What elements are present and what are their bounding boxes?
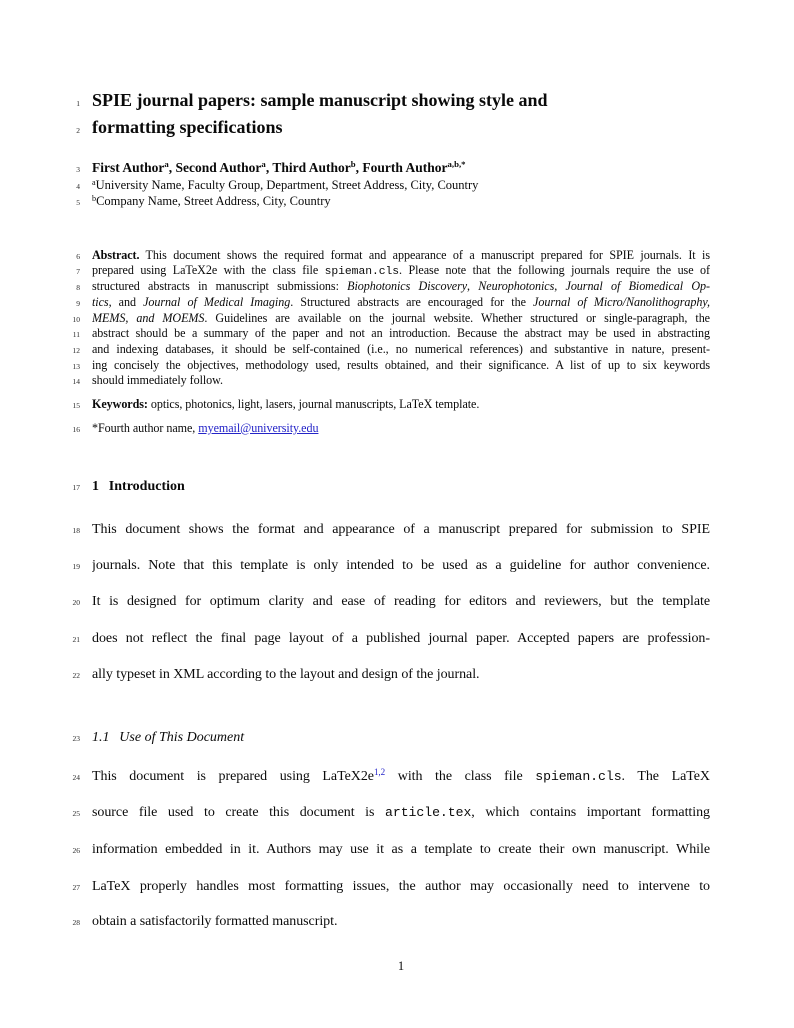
text-segment: information embedded in it. Authors may use it as a template to create their own manuscript. While [92, 842, 710, 857]
abstract-line [52, 342, 710, 357]
abstract-text [92, 326, 710, 341]
text-segment: tics [92, 294, 109, 309]
line-number: 2 [76, 125, 80, 135]
citation-link[interactable]: 1,2 [373, 768, 386, 778]
text-segment: a [261, 159, 266, 170]
paper-title [92, 117, 710, 138]
text-segment: , and [108, 294, 144, 309]
paragraph-text [92, 841, 710, 858]
text-segment: obtain a satisfactorily formatted manuscript. [92, 914, 338, 929]
text-segment: Journal of Medical Imaging [143, 294, 291, 309]
abstract-line [52, 326, 710, 341]
text-segment: Journal of Biomedical Op- [565, 279, 710, 294]
page-footer [52, 959, 710, 974]
paragraph-line [52, 913, 710, 930]
line-number: 6 [76, 251, 80, 261]
text-segment: optics, photonics, light, lasers, journal manuscripts, LaTeX template. [147, 396, 480, 411]
line-number: 16 [72, 424, 80, 434]
paper-title [92, 90, 710, 111]
text-segment: with the class file [385, 769, 536, 784]
paragraph-line [52, 841, 710, 858]
line-number: 9 [76, 298, 80, 308]
text-segment: . Guidelines are available on the journal website. Whether structured or single-paragraph, the [204, 310, 710, 325]
abstract-text [92, 295, 710, 310]
paragraph-text [92, 630, 710, 647]
paragraph-line [52, 768, 710, 785]
text-segment: article.tex [385, 805, 472, 820]
line-number: 25 [72, 809, 80, 818]
keywords-line [52, 397, 710, 412]
line-number: 14 [72, 377, 80, 387]
text-segment: b [350, 159, 356, 170]
text-segment: b [92, 193, 97, 203]
line-number: 13 [72, 361, 80, 371]
line-number: 27 [72, 883, 80, 892]
text-segment: Neurophotonics [478, 279, 555, 294]
line-number: 12 [72, 345, 80, 355]
text-segment: 1 Introduction [92, 479, 185, 494]
line-number: 28 [72, 918, 80, 927]
line-number: 10 [72, 314, 80, 324]
line-number: 21 [72, 634, 80, 644]
text-segment: 1.1 Use of This Document [92, 730, 245, 745]
abstract-text [92, 358, 710, 373]
line-number: 19 [72, 562, 80, 571]
text-segment: *Fourth author name, [92, 420, 199, 435]
text-segment: This document is prepared using LaTeX2e [92, 769, 374, 784]
paragraph-line [52, 593, 710, 610]
paragraph-text [92, 878, 710, 895]
keywords-text [92, 397, 710, 412]
text-segment: This document shows the required format and appearance of a manuscript prepared for SPIE journals. It is [139, 247, 710, 262]
text-segment: LaTeX properly handles most formatting issues, the author may occasionally need to intervene to [92, 879, 710, 894]
abstract-text [92, 342, 710, 357]
corresponding-author-line [52, 421, 710, 436]
text-segment: a,b,* [447, 159, 466, 170]
paragraph-text [92, 521, 710, 538]
text-segment: Keywords: [92, 396, 148, 411]
paragraph-text [92, 804, 710, 821]
text-segment: Company Name, Street Address, City, Country [96, 193, 331, 208]
text-segment: Biophotonics Discovery [347, 279, 468, 294]
text-segment: , Second Author [168, 159, 262, 175]
text-segment: This document shows the format and appearance of a manuscript prepared for submission to SPIE [92, 522, 710, 537]
title-line-2 [52, 117, 710, 138]
line-number: 4 [76, 181, 80, 191]
line-number: 5 [76, 197, 80, 207]
line-number: 17 [72, 483, 80, 492]
line-number: 7 [76, 267, 80, 277]
line-number: 22 [72, 671, 80, 680]
paragraph-line [52, 521, 710, 538]
text-segment: a [164, 159, 169, 170]
abstract-line [52, 248, 710, 263]
paragraph-text [92, 593, 710, 610]
section-heading-text [92, 478, 710, 495]
text-segment: spieman.cls [324, 266, 399, 279]
line-number: 20 [72, 598, 80, 607]
abstract-text [92, 279, 710, 294]
text-segment: Abstract. [92, 247, 140, 262]
line-number: 24 [72, 773, 80, 782]
abstract-text [92, 311, 710, 326]
line-number: 23 [72, 734, 80, 743]
text-segment: does not reflect the final page layout of a published journal paper. Accepted papers are profession- [92, 630, 710, 646]
text-segment: , Fourth Author [355, 159, 448, 175]
text-segment: journals. Note that this template is only intended to be used as a guideline for author convenience. [92, 558, 710, 573]
text-segment: , Third Author [265, 159, 351, 175]
text-segment: should immediately follow. [92, 373, 224, 388]
text-segment: , which contains important formatting [471, 805, 710, 820]
line-number: 15 [72, 400, 80, 410]
abstract-line [52, 295, 710, 310]
text-segment: ing concisely the objectives, methodology used, results obtained, and their significance. A list of up to six keywords [92, 357, 710, 372]
abstract-line [52, 279, 710, 294]
abstract-text [92, 248, 710, 263]
text-segment: ally typeset in XML according to the layout and design of the journal. [92, 667, 480, 682]
paragraph-text [92, 768, 710, 785]
page-number: 1 [397, 958, 405, 973]
text-segment: MEMS, and MOEMS [92, 310, 205, 325]
line-number: 11 [72, 330, 80, 340]
affiliation-b-line [52, 194, 710, 209]
text-segment: SPIE journal papers: sample manuscript showing style and [92, 89, 548, 110]
abstract-line [52, 373, 710, 388]
text-segment: source file used to create this document is [92, 805, 385, 820]
text-segment: spieman.cls [535, 769, 622, 784]
text-segment: . Structured abstracts are encouraged for the [290, 294, 534, 309]
text-segment: structured abstracts in manuscript submissions: [92, 279, 348, 294]
subsection-1-1-heading [52, 729, 710, 746]
line-number: 18 [72, 526, 80, 535]
text-segment: , [554, 279, 566, 294]
abstract-line [52, 358, 710, 373]
paragraph-text [92, 557, 710, 574]
text-segment: . Please note that the following journals require the use of [398, 263, 710, 278]
corresponding-author-text [92, 421, 710, 436]
authors-line [52, 160, 710, 176]
text-segment: . The LaTeX [621, 769, 710, 784]
text-segment: a [92, 177, 96, 187]
paragraph-line [52, 557, 710, 574]
text-segment: First Author [92, 159, 165, 175]
paragraph-text [92, 913, 710, 930]
paragraph-line [52, 630, 710, 647]
abstract-text [92, 263, 710, 278]
text-segment: It is designed for optimum clarity and ease of reading for editors and reviewers, but the template [92, 594, 710, 609]
subsection-heading-text [92, 729, 710, 746]
line-number: 26 [72, 846, 80, 855]
paragraph-line [52, 878, 710, 895]
abstract-line [52, 311, 710, 326]
affiliation-a-line [52, 178, 710, 193]
affiliation-text [92, 194, 710, 209]
line-number: 8 [76, 283, 80, 293]
line-number: 1 [76, 98, 80, 108]
text-segment: and indexing databases, it should be self-contained (i.e., no numerical references) and substantive in nature, present- [92, 341, 710, 356]
affiliation-text [92, 178, 710, 193]
text-segment: abstract should be a summary of the paper and not an introduction. Because the abstract may be used in abstracting [92, 326, 710, 341]
email-link[interactable]: myemail@university.edu [198, 420, 319, 435]
text-segment: prepared using LaTeX2e with the class file [92, 263, 325, 278]
abstract-text [92, 373, 710, 388]
text-segment: formatting specifications [92, 116, 283, 137]
paragraph-line [52, 666, 710, 683]
text-segment: , [467, 279, 479, 294]
paragraph-line [52, 804, 710, 821]
paragraph-text [92, 666, 710, 683]
section-1-heading [52, 478, 710, 495]
title-line-1 [52, 90, 710, 111]
line-number: 3 [76, 164, 80, 174]
text-segment: Journal of Micro/Nanolithography, [533, 294, 710, 309]
authors-text [92, 160, 710, 176]
text-segment: University Name, Faculty Group, Department, Street Address, City, Country [95, 177, 479, 192]
abstract-line [52, 263, 710, 278]
